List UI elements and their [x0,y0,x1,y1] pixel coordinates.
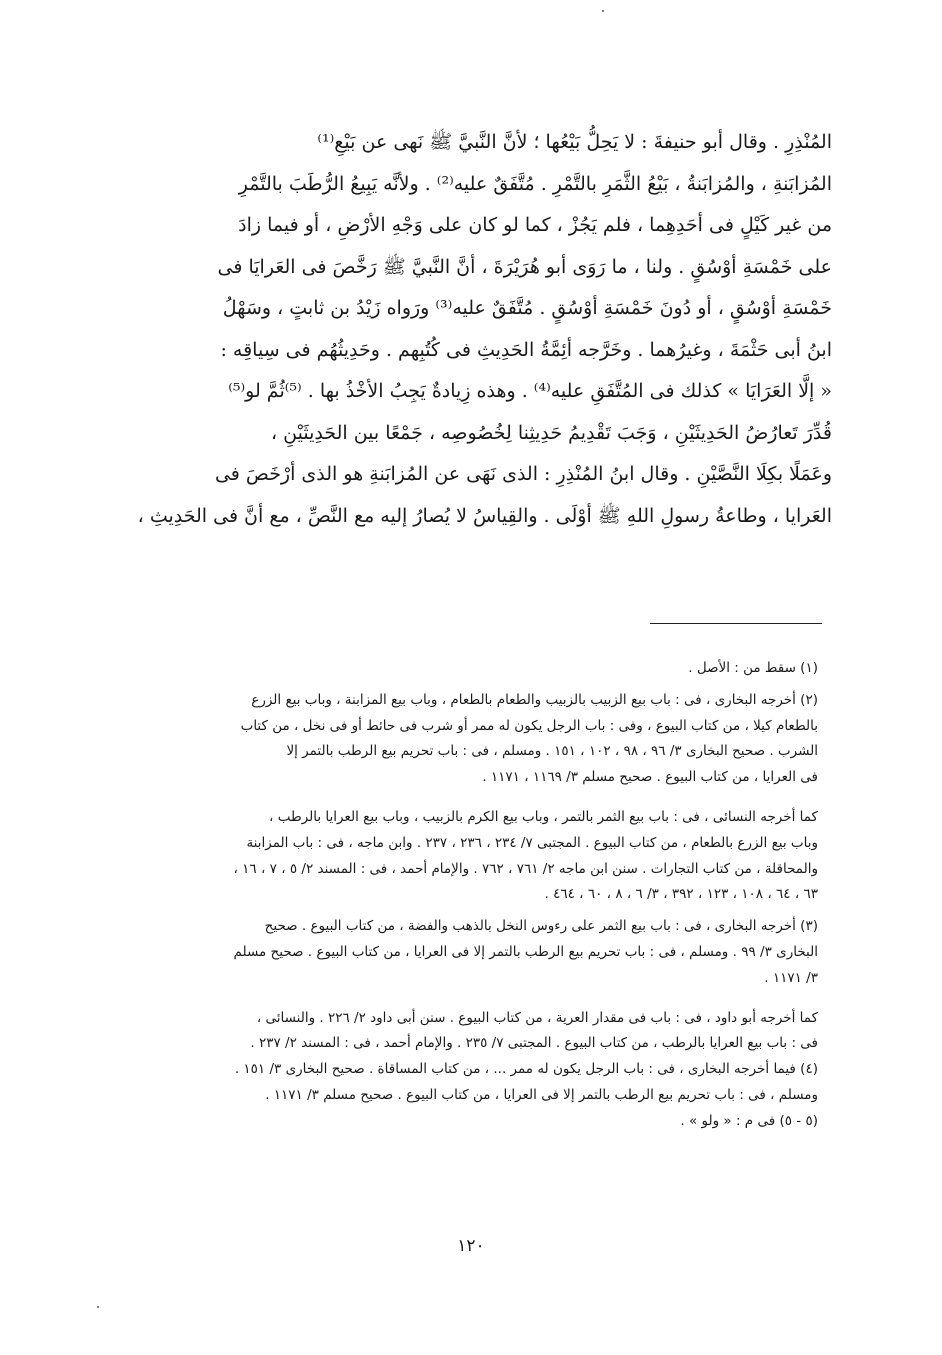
main-text-line: المُنْذِرِ . وقال أبو حنيفةَ : لا يَحِلُّ بَيْعُها ؛ لأنَّ النَّبيَّ ﷺ نَهى عن بَيْعِ⁽¹⁾ [317,131,832,153]
footnote-line: فى : باب بيع العرايا بالرطب ، من كتاب البيوع . المجتبى ٧/ ٢٣٥ . والإمام أحمد ، فى : المسند ٢/ ٢٣٧ . [250,1035,818,1052]
footnotes-section [128,656,818,1141]
footnote-line: كما أخرجه النسائى ، فى : باب بيع الثمر بالتمر ، وباب بيع الكرم بالزبيب ، وباب بيع العرايا بالرطب ، [269,808,818,825]
scan-speck [602,10,604,12]
footnote-line: وباب بيع الزرع بالطعام ، من كتاب البيوع . المجتبى ٧/ ٢٣٤ ، ٢٣٦ ، ٢٣٧ . وابن ماجه ، فى : باب المزابنة [246,834,818,851]
main-text-line: المُزابَنةِ ، والمُزابَنةُ ، بَيْعُ الثَّمَرِ بالتَّمْرِ . مُتَّفَقٌ عليه⁽²⁾ . ولأنَّه يَبِيعُ الرُّطَبَ بالتَّمْرِ [238,172,832,195]
footnote-line: ومسلم ، فى : باب تحريم بيع الرطب بالتمر إلا فى العرايا ، من كتاب البيوع . صحيح مسلم ٣/ ١١٧١ . [265,1086,818,1103]
footnote-line: (٥ - ٥) فى م : « ولو » . [680,1112,818,1129]
footnote-line: ٦٣ ، ٦٤ ، ١٠٨ ، ١٢٣ ، ٣٩٢ ، ٣/ ٦ ، ٨ ، ٦٠ ، ٤٦٤ . [544,886,818,903]
footnote-divider [650,623,822,624]
footnote-line: بالطعام كيلا ، من كتاب البيوع ، وفى : باب الرجل يكون له ممر أو شرب فى حائط أو فى نخل ، من كتاب [240,717,818,734]
footnote-line: (٣) أخرجه البخارى ، فى : باب بيع الثمر على رءوس النخل بالذهب والفضة ، من كتاب البيوع . صحيح [264,918,818,935]
footnote-line: (٢) أخرجه البخارى ، فى : باب بيع الزبيب بالزبيب والطعام بالطعام ، وباب بيع المزابنة ، وباب بيع الزرع [251,691,818,708]
main-text-line: خَمْسَةِ أوْسُقٍ ، أو دُونَ خَمْسَةِ أوْسُقٍ . مُتَّفَقٌ عليه⁽³⁾ ورَواه زَيْدُ بن ثابتٍ ، وسَهْلُ [222,297,832,319]
footnote-spacer [128,797,818,805]
main-text-line: من غير كَيْلٍ فى أحَدِهِما ، فلم يَجُزْ ، كما لو كان على وَجْهِ الأرْضِ ، أو فيما زادَ [238,214,832,236]
footnote-line: الشرب . صحيح البخارى ٣/ ٩٦ ، ٩٨ ، ١٠٢ ، ١٥١ . ومسلم ، فى : باب تحريم بيع الرطب بالتمر إلا [286,743,818,760]
footnote-line: كما أخرجه أبو داود ، فى : باب فى مقدار العرية ، من كتاب البيوع . سنن أبى داود ٢/ ٢٢٦ . والنسائى ، [256,1009,818,1026]
footnote-line: البخارى ٣/ ٩٩ . ومسلم ، فى : باب تحريم بيع الرطب بالتمر إلا فى العرايا ، من كتاب البيوع . صحيح مسلم [233,943,818,960]
scan-speck [97,1306,99,1308]
main-text-line: ابنُ أبى حَثْمَةَ ، وغيرُهما . وخَرَّجه أئِمَّةُ الحَدِيثِ فى كُتُبِهم . وحَدِيثُهُم فى سِياقِه : [220,338,832,361]
footnote-spacer [128,998,818,1006]
main-text-line: قُدِّرَ تَعارُضُ الحَدِيثَيْنِ ، وَجَبَ تَقْدِيمُ حَدِيثِنا لِخُصُوصِه ، جَمْعًا بين الحَدِيثَيْنِ ، [270,421,832,444]
footnote-line: والمحاقلة ، من كتاب التجارات . سنن ابن ماجه ٢/ ٧٦١ ، ٧٦٢ . والإمام أحمد ، فى : المسند ٢/ ٥ ، ٧ ، ١٦ ، [233,860,818,877]
footnote-line: ٣/ ١١٧١ . [764,969,818,986]
footnote-block [128,805,818,908]
main-text-line: وعَمَلًا بكِلَا النَّصَّيْنِ . وقال ابنُ المُنْذِرِ : الذى نَهَى عن المُزابَنةِ هو الذى أرْخَصَ فى [214,463,832,485]
footnote-line: (٤) فيما أخرجه البخارى ، فى : باب الرجل يكون له ممر ... ، من كتاب المساقاة . صحيح البخارى ٣/ ١٥١ . [234,1061,818,1078]
footnote-block [128,656,818,682]
main-text-line: العَرايا ، وطاعةُ رسولِ اللهِ ﷺ أوْلَى . والقِياسُ لا يُصارُ إليه مع النَّصِّ ، مع أنَّ فى الحَدِيثِ ، [137,504,832,527]
footnote-line: فى العرايا ، من كتاب البيوع . صحيح مسلم ٣/ ١١٦٩ ، ١١٧١ . [482,769,818,786]
page-number: ١٢٠ [457,1236,485,1256]
main-text-line: « إلَّا العَرَايَا » كذلك فى المُتَّفَقِ عليه⁽⁴⁾ . وهذه زِيادةٌ يَجِبُ الأخْذُ بها . ⁽⁵⁾ثُمَّ لو⁽⁵⁾ [228,380,832,402]
footnote-block [128,688,818,791]
main-text-line: على خَمْسَةِ أوْسُقٍ . ولنا ، ما رَوَى أبو هُرَيْرَةَ ، أنَّ النَّبيَّ ﷺ رَخَّصَ فى العَرايَا فى [217,255,832,278]
footnote-line: (١) سقط من : الأصل . [688,660,818,676]
main-text-body [112,122,832,537]
footnote-block [128,1006,818,1135]
footnote-block [128,914,818,991]
